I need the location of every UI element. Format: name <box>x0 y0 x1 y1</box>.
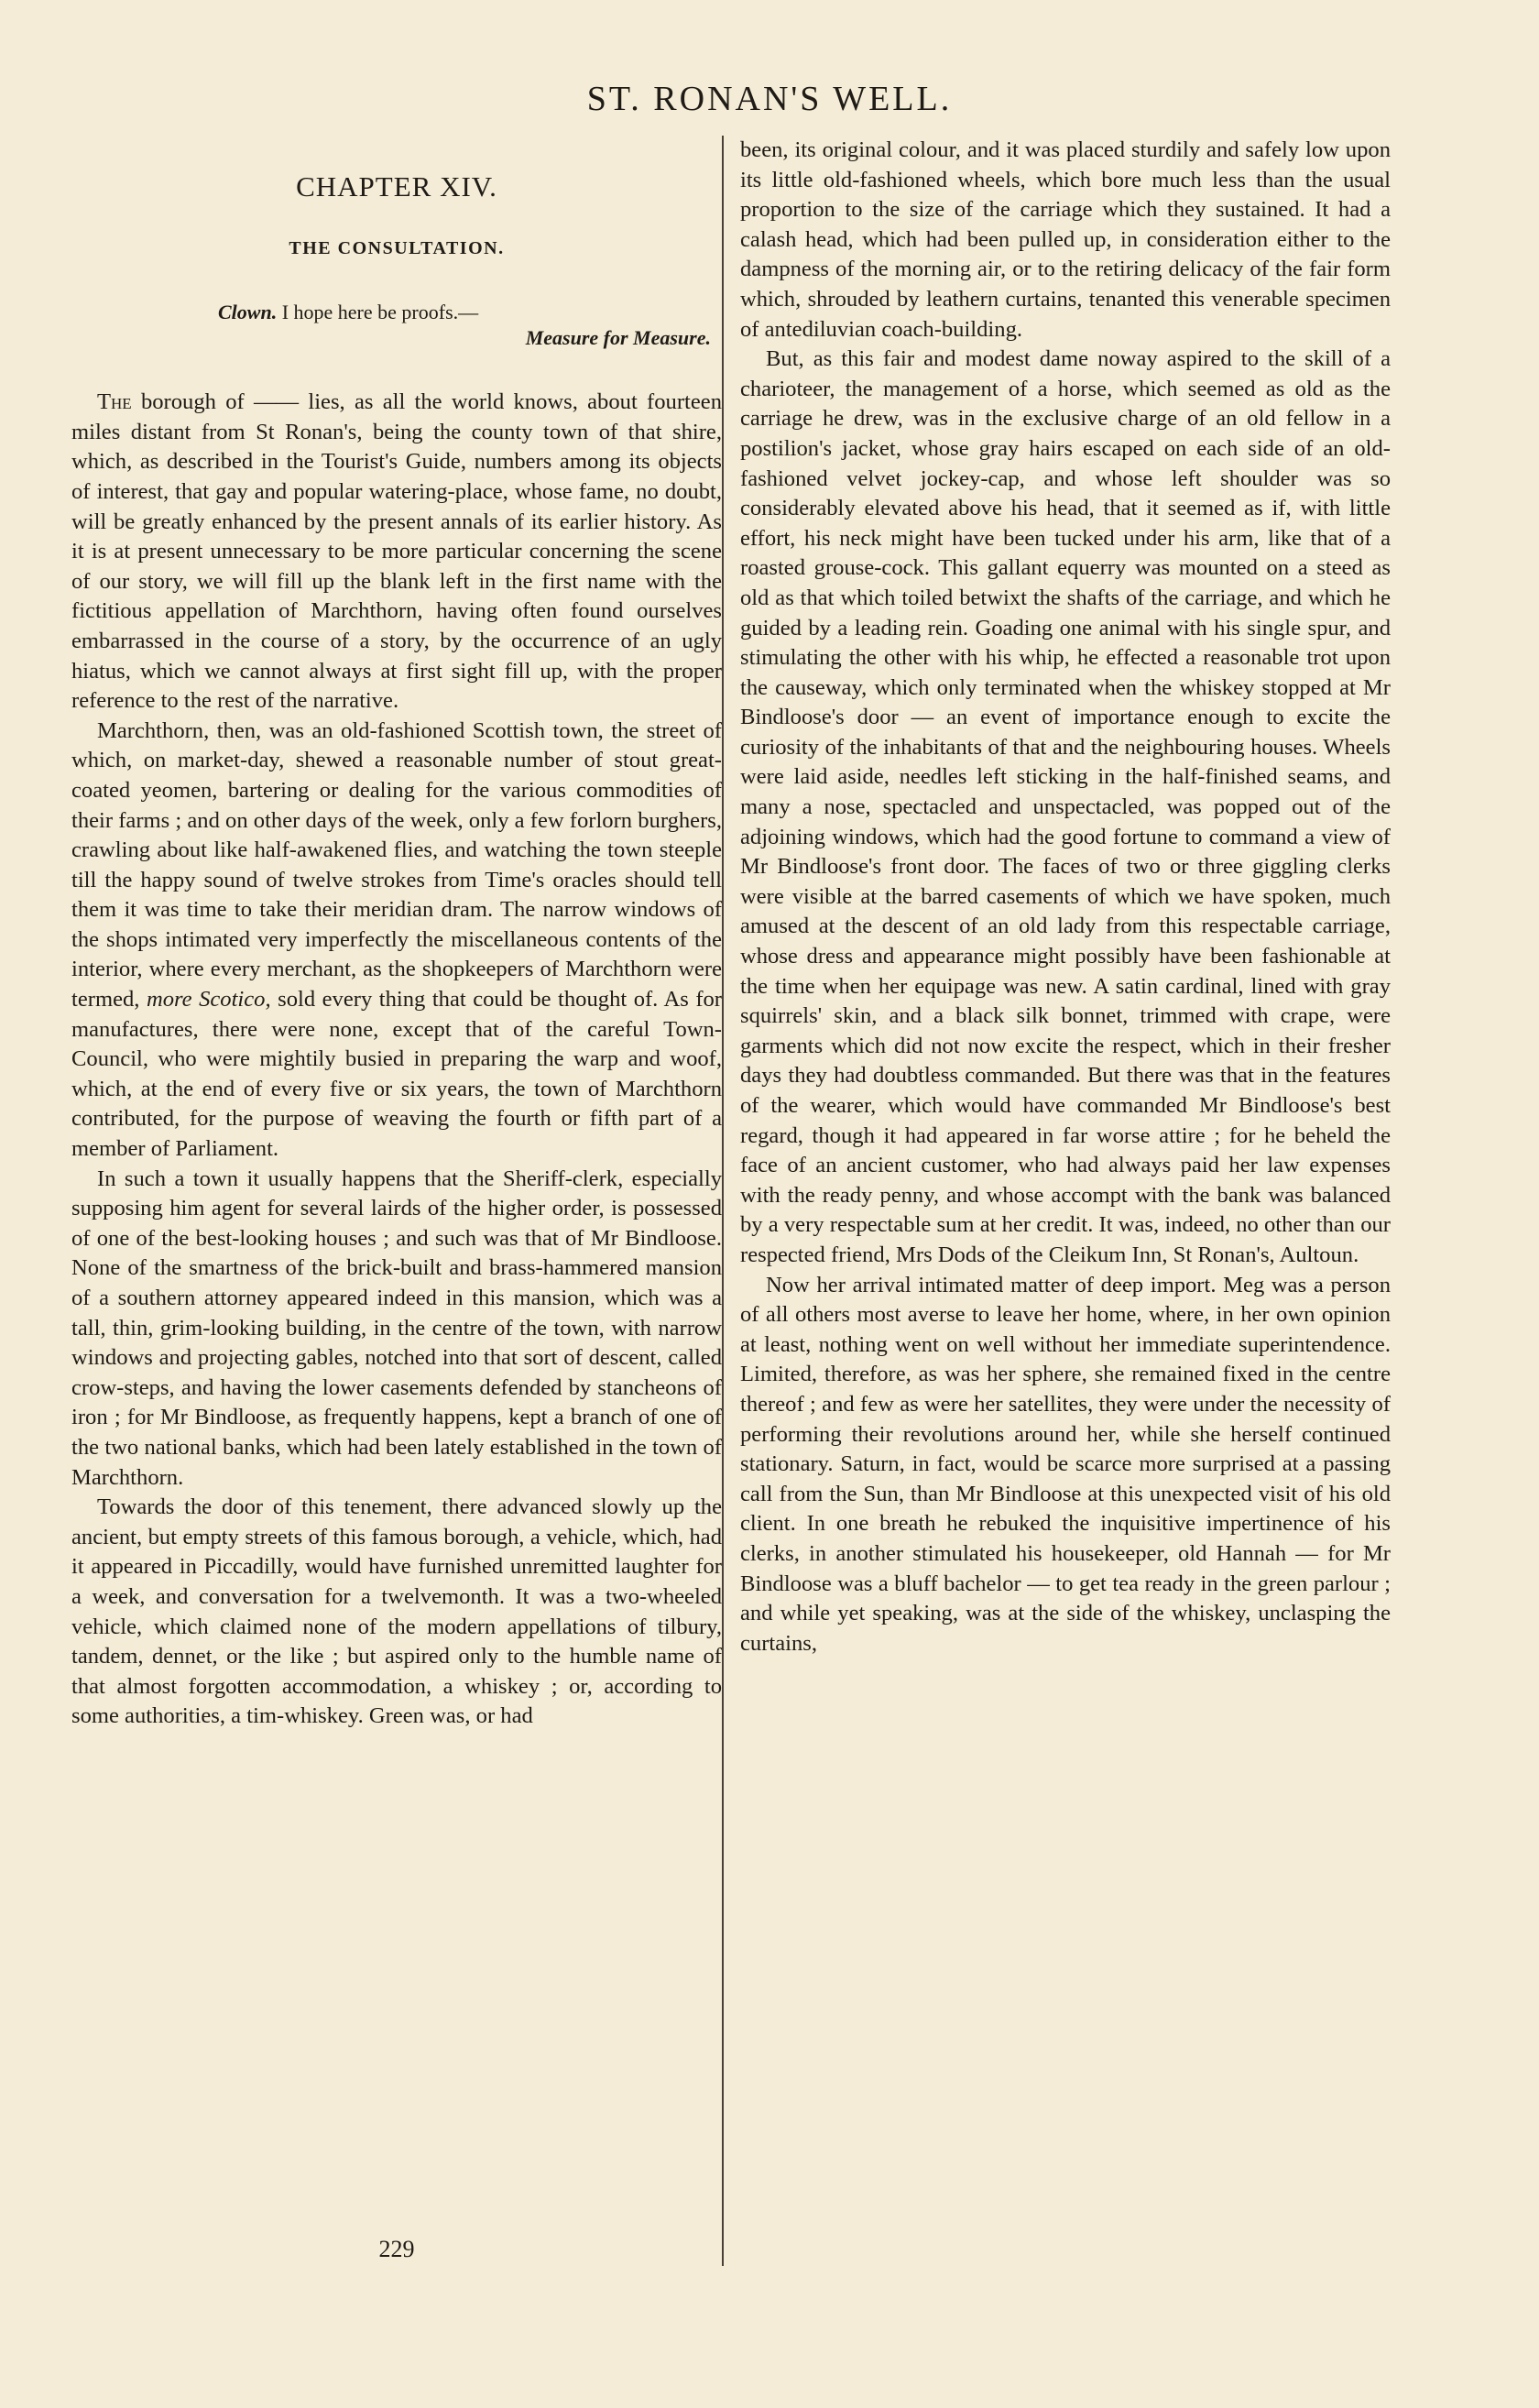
epigraph-source: Measure for Measure. <box>525 326 711 350</box>
paragraph-text: sold every thing that could be thought of. As for manufactures, there were none, except that of the careful Town-Council, who were mightily busied in preparing the warp and woof, which, at the end of every five or six years, the town of Marchthorn contributed, for the purpose of weaving the fourth or fifth part of a member of Parliament. <box>71 987 722 1162</box>
chapter-subtitle: THE CONSULTATION. <box>289 237 505 258</box>
paragraph: In such a town it usually happens that the Sheriff-clerk, especially supposing him agent for several lairds of the higher order, is possessed of one of the best-looking houses ; and such was that of Mr Bindloose. None of the smartness of the brick-built and brass-hammered mansion of a southern attorney appeared indeed in this mansion, which was a tall, thin, grim-looking building, in the centre of the town, with narrow windows and projecting gables, notched into that sort of descent, called crow-steps, and having the lower casements defended by stancheons of iron ; for Mr Bindloose, as frequently happens, kept a branch of one of the two national banks, which had been lately established in the town of Marchthorn. <box>71 1166 722 1490</box>
epigraph-speaker: Clown. <box>218 301 278 324</box>
paragraph-text: borough of —— lies, as all the world knows, about fourteen miles distant from St Ronan's, being the county town of that shire, which, as described in the Tourist's Guide, numbers among its objects of interest, that gay and popular watering-place, whose fame, no doubt, will be greatly enhanced by the present annals of its earlier history. As it is at present unnecessary to be more particular concerning the scene of our story, we will fill up the blank left in the first name with the fictitious appellation of Marchthorn, having often found ourselves embarrassed in the course of a story, by the occurrence of an ugly hiatus, which we cannot always at first sight fill up, with the proper reference to the rest of the narrative. <box>71 389 722 714</box>
paragraph: Towards the door of this tenement, there advanced slowly up the ancient, but empty streets of this famous borough, a vehicle, which, had it appeared in Piccadilly, would have furnished unremitted laughter for a week, and conversation for a twelvemonth. It was a two-wheeled vehicle, which claimed none of the modern appellations of tilbury, tandem, dennet, or the like ; but aspired only to the humble name of that almost forgotten accommodation, a whiskey ; or, according to some authorities, a tim-whiskey. Green was, or had <box>71 1494 722 1729</box>
epigraph <box>71 300 722 351</box>
chapter-title: CHAPTER XIV. <box>296 170 497 202</box>
running-head: ST. RONAN'S WELL. <box>586 80 953 118</box>
paragraph <box>71 388 722 717</box>
paragraph-text: Marchthorn, then, was an old-fashioned Scottish town, the street of which, on market-day, shewed a reasonable number of stout great-coated yeomen, bartering or dealing for the various commodities of their farms ; and on other days of the week, only a few forlorn burghers, crawling about like half-awakened flies, and watching the town steeple till the happy sound of twelve strokes from Time's oracles should tell them it was time to take their meridian dram. The narrow windows of the shops intimated very imperfectly the miscellaneous contents of the interior, where every merchant, as the shopkeepers of Marchthorn were termed, <box>71 717 722 1012</box>
italic-phrase: more Scotico, <box>146 987 271 1012</box>
paragraph <box>71 717 722 1165</box>
paragraph: Now her arrival intimated matter of deep import. Meg was a person of all others most averse to leave her home, where, in her own opinion at least, nothing went on well without her immediate superintendence. Limited, therefore, as was her sphere, she remained fixed in the centre thereof ; and few as were her satellites, they were under the necessity of performing their revolutions around her, while she herself continued stationary. Saturn, in fact, would be scarce more surprised at a passing call from the Sun, than Mr Bindloose at this unexpected visit of his old client. In one breath he rebuked the inquisitive impertinence of his clerks, in another stimulated his housekeeper, old Hannah — for Mr Bindloose was a bluff bachelor — to get tea ready in the green parlour ; and while yet speaking, was at the side of the whiskey, unclasping the curtains, <box>740 1272 1391 1656</box>
paragraph: But, as this fair and modest dame noway aspired to the skill of a charioteer, the management of a horse, which seemed as old as the carriage he drew, was in the exclusive charge of an old fellow in a postilion's jacket, whose gray hairs escaped on each side of an old-fashioned velvet jockey-cap, and whose left shoulder was so considerably elevated above his head, that it seemed as if, with little effort, his neck might have been tucked under his arm, like that of a roasted grouse-cock. This gallant equerry was mounted on a steed as old as that which toiled betwixt the shafts of the carriage, and which he guided by a leading rein. Goading one animal with his single spur, and stimulating the other with his whip, he effected a reasonable trot upon the causeway, which only terminated when the whiskey stopped at Mr Bindloose's door — an event of importance enough to excite the curiosity of the inhabitants of that and the neighbouring houses. Wheels were laid aside, needles left sticking in the half-finished seams, and many a nose, spectacled and unspectacled, was popped out of the adjoining windows, which had the good fortune to command a view of Mr Bindloose's front door. The faces of two or three giggling clerks were visible at the barred casements of which we have spoken, much amused at the descent of an old lady from this respectable carriage, whose dress and appearance might possibly have been fashionable at the time when her equipage was new. A satin cardinal, lined with gray squirrels' skin, and a black silk bonnet, trimmed with crape, were garments which did not now excite the respect, which in their fresher days they had doubtless commanded. But there was that in the features of the wearer, which would have commanded Mr Bindloose's best regard, though it had appeared in far worse attire ; for he beheld the face of an ancient customer, who had always paid her law expenses with the ready penny, and whose accompt with the bank was balanced by a very respectable sum at her credit. It was, indeed, no other than our respected friend, Mrs Dods of the Cleikum Inn, St Ronan's, Aultoun. <box>740 346 1391 1267</box>
epigraph-text: I hope here be proofs.— <box>281 301 479 324</box>
lead-word: The <box>97 389 132 415</box>
column-rule <box>722 136 724 2266</box>
paragraph: been, its original colour, and it was placed sturdily and safely low upon its little old-fashioned wheels, which bore much less than the usual proportion to the size of the carriage which they sustained. It had a calash head, which had been pulled up, in consideration either to the dampness of the morning air, or to the retiring delicacy of the fair form which, shrouded by leathern curtains, tenanted this venerable specimen of antediluvian coach-building. <box>740 137 1391 342</box>
page-number: 229 <box>378 2236 415 2262</box>
left-column <box>71 136 722 1732</box>
right-column <box>740 136 1391 1658</box>
